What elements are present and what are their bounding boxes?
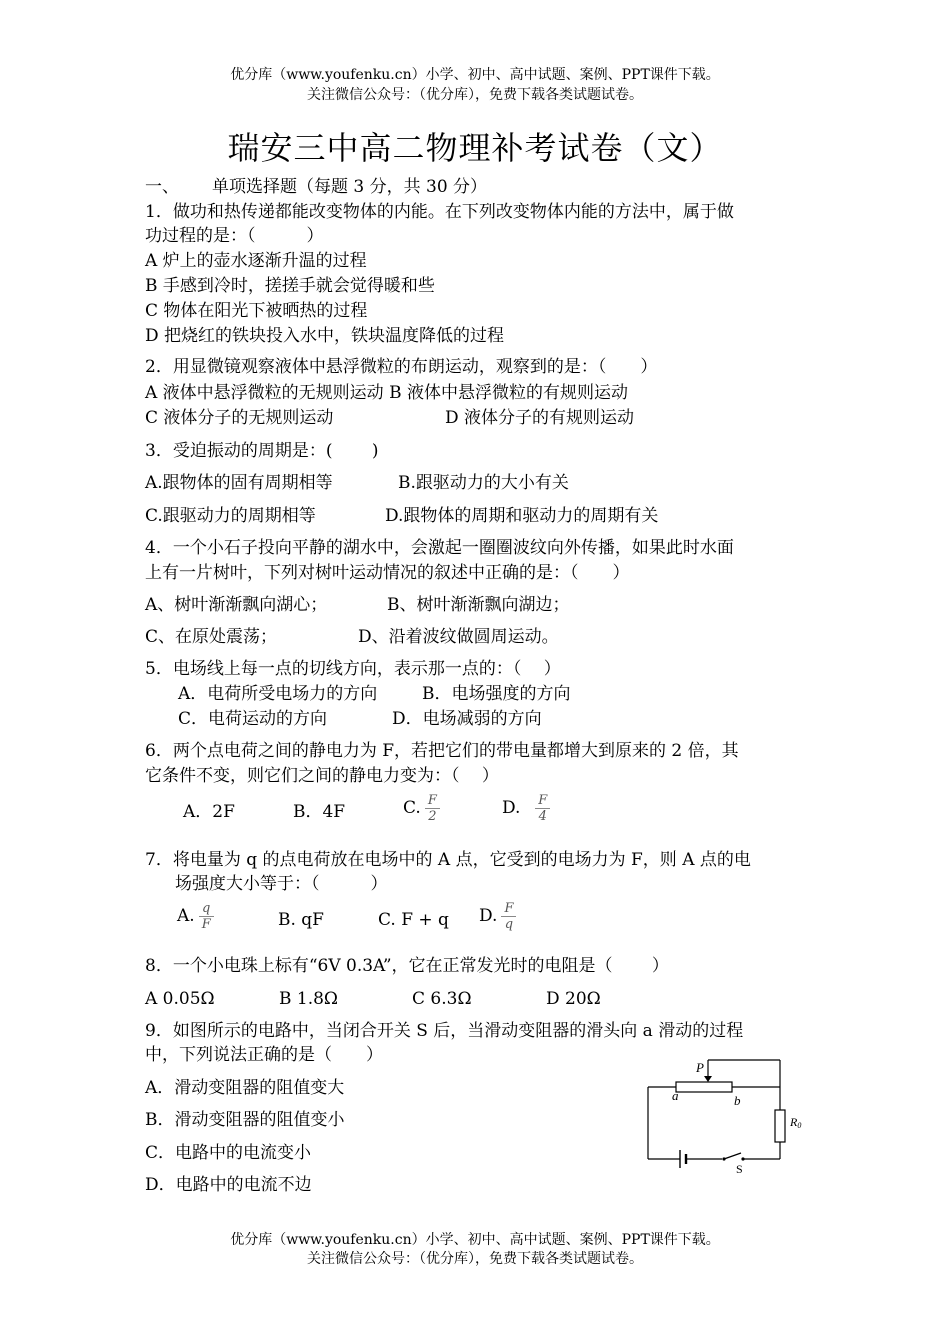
q9-stem-line2: 中，下列说法正确的是（ ） (145, 1045, 383, 1065)
q4-stem-line1: 4．一个小石子投向平静的湖水中，会激起一圈圈波纹向外传播，如果此时水面 (145, 538, 734, 558)
header-line-1: 优分库（www.youfenku.cn）小学、初中、高中试题、案例、PPT课件下载。 (230, 67, 720, 83)
q7-option-b: B. qF (278, 910, 324, 930)
footer-line-1: 优分库（www.youfenku.cn）小学、初中、高中试题、案例、PPT课件下载。 (230, 1232, 720, 1248)
q8-option-c: C 6.3Ω (412, 989, 472, 1009)
section-heading: 单项选择题（每题 3 分，共 30 分） (212, 177, 488, 197)
header-line-2: 关注微信公众号：（优分库），免费下载各类试题试卷。 (307, 87, 643, 103)
label-r: R (790, 1115, 798, 1129)
rheostat-body (676, 1082, 732, 1092)
q3-option-d: D.跟物体的周期和驱动力的周期有关 (385, 506, 659, 526)
section-number: 一、 (145, 177, 179, 197)
q9-option-b: B．滑动变阻器的阻值变小 (145, 1110, 345, 1130)
q6-c-denominator: 2 (428, 809, 437, 824)
q6-option-a: A．2F (183, 802, 235, 822)
q7-a-denominator: F (201, 917, 211, 932)
footer-line-2: 关注微信公众号：（优分库），免费下载各类试题试卷。 (307, 1251, 643, 1267)
q7-option-d-label: D. (479, 906, 498, 926)
q7-option-a-fraction (199, 901, 214, 932)
q5-option-c: C．电荷运动的方向 (178, 709, 328, 729)
switch-contact-right (741, 1157, 744, 1160)
q2-options-ab: A 液体中悬浮微粒的无规则运动 B 液体中悬浮微粒的有规则运动 (145, 383, 628, 403)
q6-option-b: B．4F (293, 802, 346, 822)
q6-option-d-label: D. (502, 798, 521, 818)
q3-option-a: A.跟物体的固有周期相等 (145, 473, 333, 493)
slider-arrow-icon (704, 1076, 712, 1082)
q6-d-denominator: 4 (538, 809, 547, 824)
q3-option-c: C.跟驱动力的周期相等 (145, 506, 316, 526)
label-r0 (789, 1115, 801, 1130)
q7-stem-line2: 场强度大小等于：（ ） (175, 874, 388, 894)
q7-option-d (479, 901, 516, 932)
label-p: P (696, 1060, 704, 1075)
label-a: a (672, 1088, 679, 1103)
q9-stem-line1: 9．如图所示的电路中，当闭合开关 S 后，当滑动变阻器的滑头向 a 滑动的过程 (145, 1021, 744, 1041)
label-r-subscript: 0 (797, 1121, 802, 1130)
q4-option-c: C、在原处震荡； (145, 627, 278, 647)
q6-option-c (403, 793, 440, 824)
q9-option-c: C．电路中的电流变小 (145, 1143, 312, 1163)
q9-circuit-diagram (640, 1052, 815, 1177)
q7-d-numerator: F (501, 901, 516, 917)
q7-option-a (177, 901, 214, 932)
q4-option-b: B、树叶渐渐飘向湖边； (387, 595, 570, 615)
q4-option-a: A、树叶渐渐飘向湖心； (145, 595, 328, 615)
q7-option-d-fraction (501, 901, 516, 932)
q6-option-c-fraction (425, 793, 440, 824)
q8-option-d: D 20Ω (546, 989, 601, 1009)
q6-option-c-label: C. (403, 798, 421, 818)
q2-option-d: D 液体分子的有规则运动 (445, 408, 635, 428)
q5-stem: 5．电场线上每一点的切线方向，表示那一点的：（ ） (145, 659, 561, 679)
q1-option-a: A 炉上的壶水逐渐升温的过程 (145, 251, 367, 271)
q4-option-d: D、沿着波纹做圆周运动。 (358, 627, 559, 647)
label-b: b (734, 1093, 741, 1108)
q6-d-numerator: F (535, 793, 550, 809)
q7-option-c: C. F + q (378, 910, 449, 930)
q6-option-d (502, 793, 550, 824)
q4-stem-line2: 上有一片树叶，下列对树叶运动情况的叙述中正确的是：（ ） (145, 563, 630, 583)
q6-c-numerator: F (425, 793, 440, 809)
page-title: 瑞安三中高二物理补考试卷（文） (227, 129, 723, 167)
q1-option-b: B 手感到冷时，搓搓手就会觉得暖和些 (145, 276, 435, 296)
q7-a-numerator: q (199, 901, 214, 917)
q3-option-b: B.跟驱动力的大小有关 (398, 473, 569, 493)
q7-option-a-label: A. (177, 906, 195, 926)
q7-stem-line1: 7．将电量为 q 的点电荷放在电场中的 A 点，它受到的电场力为 F，则 A 点的电 (145, 850, 751, 870)
resistor-r0 (775, 1110, 785, 1142)
q6-stem-line2: 它条件不变，则它们之间的静电力变为：（ ） (145, 766, 499, 786)
switch-blade (724, 1153, 741, 1159)
q7-d-denominator: q (504, 917, 514, 932)
q9-option-d: D．电路中的电流不边 (145, 1175, 312, 1195)
q8-option-b: B 1.8Ω (279, 989, 339, 1009)
label-s: S (736, 1162, 743, 1176)
q5-option-b: B．电场强度的方向 (422, 684, 571, 704)
q5-option-d: D．电场减弱的方向 (392, 709, 542, 729)
q1-stem-line1: 1．做功和热传递都能改变物体的内能。在下列改变物体内能的方法中，属于做 (145, 202, 734, 222)
q5-option-a: A．电荷所受电场力的方向 (178, 684, 378, 704)
q2-stem: 2．用显微镜观察液体中悬浮微粒的布朗运动，观察到的是：（ ） (145, 357, 658, 377)
q2-option-c: C 液体分子的无规则运动 (145, 408, 334, 428)
q1-option-c: C 物体在阳光下被晒热的过程 (145, 301, 368, 321)
q1-stem-line2: 功过程的是：（ ） (145, 226, 324, 246)
q6-stem-line1: 6．两个点电荷之间的静电力为 F，若把它们的带电量都增大到原来的 2 倍，其 (145, 741, 739, 761)
q3-stem: 3．受迫振动的周期是：( ) (145, 441, 379, 461)
q6-option-d-fraction (535, 793, 550, 824)
q8-stem: 8．一个小电珠上标有“6V 0.3A”，它在正常发光时的电阻是（ ） (145, 956, 669, 976)
q1-option-d: D 把烧红的铁块投入水中，铁块温度降低的过程 (145, 326, 505, 346)
q9-option-a: A．滑动变阻器的阻值变大 (145, 1078, 345, 1098)
q8-option-a: A 0.05Ω (145, 989, 215, 1009)
